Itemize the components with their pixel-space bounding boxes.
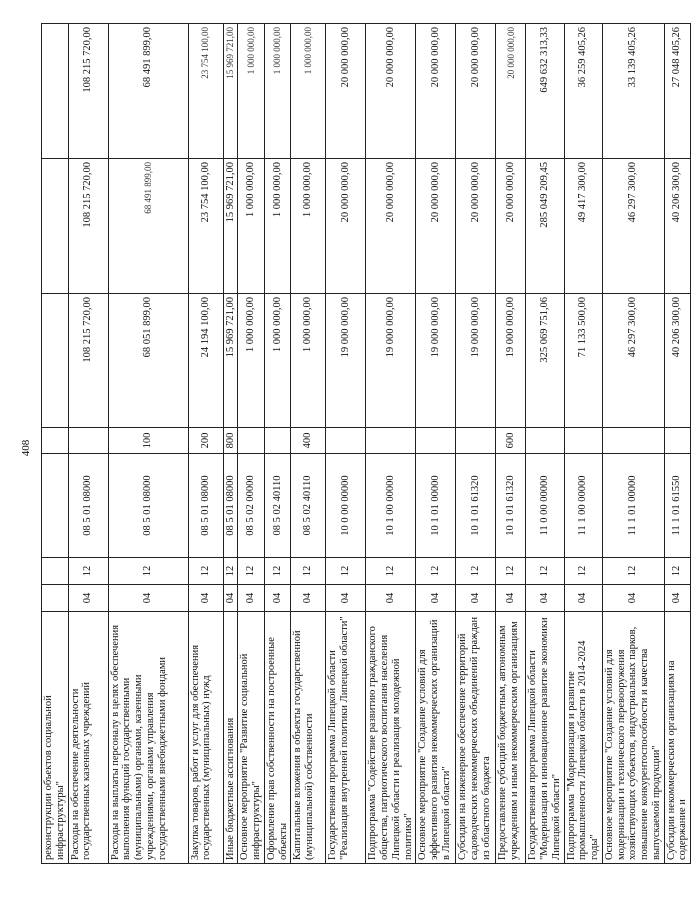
value-3: 36 259 405,26	[564, 24, 602, 159]
vr-code: 200	[188, 428, 223, 454]
vr-code	[564, 428, 602, 454]
value-1: 19 000 000,00	[366, 294, 416, 428]
table-row	[564, 24, 602, 864]
value-1: 108 215 720,00	[68, 294, 108, 428]
pr-code: 12	[188, 558, 223, 585]
value-1: 1 000 000,00	[264, 294, 291, 428]
cs-code: 11 1 00 00000	[564, 454, 602, 558]
value-1: 46 297 300,00	[602, 294, 664, 428]
value-3: 23 754 100,00	[188, 24, 223, 159]
pr-code: 12	[366, 558, 416, 585]
gr-code: 04	[416, 585, 456, 612]
pr-code: 12	[326, 558, 366, 585]
gr-code: 04	[366, 585, 416, 612]
vr-code	[42, 428, 69, 454]
value-1: 24 194 100,00	[188, 294, 223, 428]
gr-code: 04	[664, 585, 691, 612]
value-3: 1 000 000,00	[291, 24, 326, 159]
table-row	[238, 24, 265, 864]
vr-code	[456, 428, 496, 454]
gr-code: 04	[602, 585, 664, 612]
row-name: Субсидии на инженерное обеспечение территорий садоводческих некоммерческих объединений граждан из областного бюджета	[456, 612, 496, 864]
vr-code	[68, 428, 108, 454]
table-row	[264, 24, 291, 864]
vr-code	[264, 428, 291, 454]
cs-code: 08 5 01 08000	[223, 454, 238, 558]
pr-code: 12	[68, 558, 108, 585]
value-2: 20 000 000,00	[326, 159, 366, 294]
table-row	[366, 24, 416, 864]
row-name: Капитальные вложения в объекты государственной (муниципальной) собственности	[291, 612, 326, 864]
gr-code: 04	[564, 585, 602, 612]
value-3: 20 000 000,00	[496, 24, 526, 159]
gr-code: 04	[238, 585, 265, 612]
row-name: Предоставление субсидий бюджетным, автономным учреждениям и иным некоммерческим организациям	[496, 612, 526, 864]
page-number: 408	[20, 439, 32, 457]
cs-code: 08 5 01 08000	[188, 454, 223, 558]
pr-code: 12	[496, 558, 526, 585]
vr-code: 600	[496, 428, 526, 454]
pr-code: 12	[223, 558, 238, 585]
gr-code: 04	[526, 585, 564, 612]
pr-code: 12	[526, 558, 564, 585]
value-2: 68 491 899,00	[108, 159, 188, 294]
pr-code: 12	[291, 558, 326, 585]
table-row	[108, 24, 188, 864]
value-2: 20 000 000,00	[366, 159, 416, 294]
vr-code	[238, 428, 265, 454]
value-3: 27 048 405,26	[664, 24, 691, 159]
value-3	[42, 24, 69, 159]
row-name: Основное мероприятие "Создание условий для модернизации и технического перевооружения хозяйствующих субъектов, индустриальных парков, повышение конкурентоспособности и качества выпускаемой продукции"	[602, 612, 664, 864]
pr-code: 12	[456, 558, 496, 585]
vr-code	[602, 428, 664, 454]
row-name: Оформление прав собственности на построенные объекты	[264, 612, 291, 864]
row-name: Государственная программа Липецкой области "Модернизация и инновационное развитие экономики Липецкой области"	[526, 612, 564, 864]
table-row	[223, 24, 238, 864]
table-row	[42, 24, 69, 864]
value-2: 285 049 209,45	[526, 159, 564, 294]
row-name: Подпрограмма "Модернизация и развитие промышленности Липецкой области в 2014-2024 годы"	[564, 612, 602, 864]
value-3: 108 215 720,00	[68, 24, 108, 159]
pr-code: 12	[238, 558, 265, 585]
table-row	[326, 24, 366, 864]
value-3: 33 139 405,26	[602, 24, 664, 159]
value-2: 20 000 000,00	[456, 159, 496, 294]
value-3: 20 000 000,00	[366, 24, 416, 159]
value-2	[42, 159, 69, 294]
row-name: Иные бюджетные ассигнования	[223, 612, 238, 864]
value-3: 68 491 899,00	[108, 24, 188, 159]
vr-code	[664, 428, 691, 454]
pr-code	[42, 558, 69, 585]
table-row	[416, 24, 456, 864]
table-row	[188, 24, 223, 864]
budget-table	[41, 23, 691, 864]
value-2: 23 754 100,00	[188, 159, 223, 294]
value-3: 20 000 000,00	[456, 24, 496, 159]
value-2: 20 000 000,00	[496, 159, 526, 294]
gr-code: 04	[68, 585, 108, 612]
row-name: Государственная программа Липецкой области "Реализация внутренней политики Липецкой области"	[326, 612, 366, 864]
value-2: 108 215 720,00	[68, 159, 108, 294]
value-1: 1 000 000,00	[291, 294, 326, 428]
value-2: 1 000 000,00	[264, 159, 291, 294]
table-row	[68, 24, 108, 864]
gr-code: 04	[188, 585, 223, 612]
value-1: 1 000 000,00	[238, 294, 265, 428]
cs-code: 08 5 01 08000	[68, 454, 108, 558]
value-2: 1 000 000,00	[238, 159, 265, 294]
value-3: 649 632 313,33	[526, 24, 564, 159]
vr-code	[416, 428, 456, 454]
cs-code	[42, 454, 69, 558]
table-body	[42, 24, 691, 864]
pr-code: 12	[564, 558, 602, 585]
row-name: Субсидии некоммерческим организациям на содержание и	[664, 612, 691, 864]
gr-code: 04	[223, 585, 238, 612]
row-name: Закупка товаров, работ и услуг для обеспечения государственных (муниципальных) нужд	[188, 612, 223, 864]
pr-code: 12	[602, 558, 664, 585]
cs-code: 08 5 02 40110	[264, 454, 291, 558]
vr-code: 100	[108, 428, 188, 454]
value-3: 1 000 000,00	[264, 24, 291, 159]
vr-code	[526, 428, 564, 454]
value-1: 68 051 899,00	[108, 294, 188, 428]
gr-code: 04	[108, 585, 188, 612]
cs-code: 08 5 01 08000	[108, 454, 188, 558]
vr-code: 400	[291, 428, 326, 454]
table-row	[664, 24, 691, 864]
value-2: 15 969 721,00	[223, 159, 238, 294]
table-row	[602, 24, 664, 864]
gr-code: 04	[496, 585, 526, 612]
value-1: 19 000 000,00	[416, 294, 456, 428]
cs-code: 10 0 00 00000	[326, 454, 366, 558]
row-name: Основное мероприятие "Развитие социальной инфраструктуры"	[238, 612, 265, 864]
cs-code: 08 5 02 00000	[238, 454, 265, 558]
vr-code	[366, 428, 416, 454]
value-3: 15 969 721,00	[223, 24, 238, 159]
value-2: 40 206 300,00	[664, 159, 691, 294]
cs-code: 10 1 01 61320	[496, 454, 526, 558]
value-2: 1 000 000,00	[291, 159, 326, 294]
gr-code: 04	[264, 585, 291, 612]
value-2: 49 417 300,00	[564, 159, 602, 294]
gr-code	[42, 585, 69, 612]
value-1: 71 133 500,00	[564, 294, 602, 428]
pr-code: 12	[416, 558, 456, 585]
value-1: 19 000 000,00	[456, 294, 496, 428]
value-1	[42, 294, 69, 428]
value-1: 19 000 000,00	[496, 294, 526, 428]
value-1: 15 969 721,00	[223, 294, 238, 428]
cs-code: 11 1 01 00000	[602, 454, 664, 558]
row-name: Расходы на обеспечение деятельности государственных казенных учреждений	[68, 612, 108, 864]
pr-code: 12	[664, 558, 691, 585]
cs-code: 11 0 00 00000	[526, 454, 564, 558]
cs-code: 11 1 01 61550	[664, 454, 691, 558]
gr-code: 04	[456, 585, 496, 612]
row-name: Основное мероприятие "Создание условий для эффективного развития некоммерческих организаций в Липецкой области"	[416, 612, 456, 864]
vr-code: 800	[223, 428, 238, 454]
gr-code: 04	[326, 585, 366, 612]
value-3: 1 000 000,00	[238, 24, 265, 159]
value-3: 20 000 000,00	[326, 24, 366, 159]
table-row	[291, 24, 326, 864]
rotated-page	[41, 24, 689, 864]
gr-code: 04	[291, 585, 326, 612]
pr-code: 12	[108, 558, 188, 585]
cs-code: 10 1 01 00000	[416, 454, 456, 558]
row-name: Расходы на выплаты персоналу в целях обеспечения выполнения функций государственными (муниципальными) органами, казенными учреждениями, органами управления государственными внебюджетными фондами	[108, 612, 188, 864]
cs-code: 10 1 01 61320	[456, 454, 496, 558]
row-name: реконструкции объектов социальной инфраструктуры"	[42, 612, 69, 864]
value-1: 40 206 300,00	[664, 294, 691, 428]
cs-code: 10 1 00 00000	[366, 454, 416, 558]
value-1: 325 069 751,06	[526, 294, 564, 428]
cs-code: 08 5 02 40110	[291, 454, 326, 558]
table-row	[526, 24, 564, 864]
value-3: 20 000 000,00	[416, 24, 456, 159]
row-name: Подпрограмма "Содействие развитию гражданского общества, патриотического воспитания населения Липецкой области и реализация молодежной политики"	[366, 612, 416, 864]
value-2: 46 297 300,00	[602, 159, 664, 294]
value-2: 20 000 000,00	[416, 159, 456, 294]
table-row	[456, 24, 496, 864]
table-row	[496, 24, 526, 864]
pr-code: 12	[264, 558, 291, 585]
vr-code	[326, 428, 366, 454]
value-1: 19 000 000,00	[326, 294, 366, 428]
